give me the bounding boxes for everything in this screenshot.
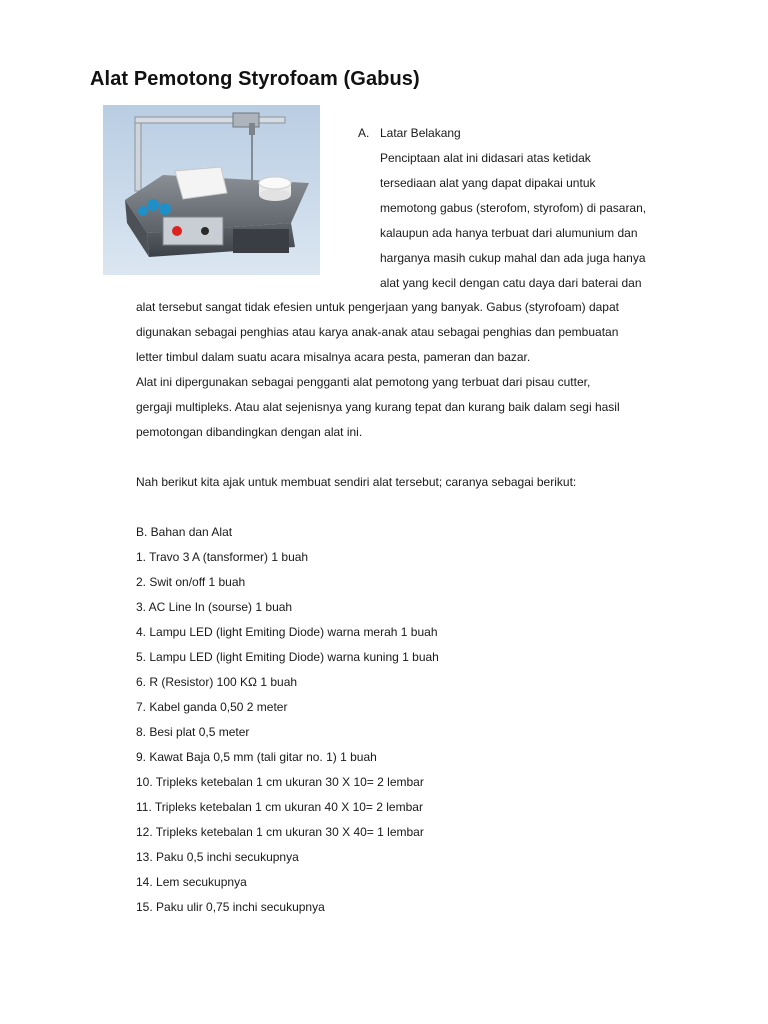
list-item: 10. Tripleks ketebalan 1 cm ukuran 30 X 10= 2 lembar: [136, 775, 424, 789]
paragraph-line: letter timbul dalam suatu acara misalnya acara pesta, pameran dan bazar.: [136, 350, 531, 364]
paragraph-line: kalaupun ada hanya terbuat dari alumunium dan: [380, 226, 638, 240]
paragraph-line: harganya masih cukup mahal dan ada juga hanya: [380, 251, 646, 265]
list-item: 3. AC Line In (sourse) 1 buah: [136, 600, 293, 614]
intro-line: Nah berikut kita ajak untuk membuat sendiri alat tersebut; caranya sebagai berikut:: [136, 475, 577, 489]
list-item: 6. R (Resistor) 100 KΩ 1 buah: [136, 675, 298, 689]
paragraph-line: memotong gabus (sterofom, styrofom) di pasaran,: [380, 201, 647, 215]
list-item: 13. Paku 0,5 inchi secukupnya: [136, 850, 299, 864]
paragraph-line: pemotongan dibandingkan dengan alat ini.: [136, 425, 363, 439]
paragraph-line: Penciptaan alat ini didasari atas ketidak: [380, 151, 591, 165]
paragraph-line: Alat ini dipergunakan sebagai pengganti alat pemotong yang terbuat dari pisau cutter,: [136, 375, 591, 389]
list-item: 14. Lem secukupnya: [136, 875, 247, 889]
section-a-heading: Latar Belakang: [380, 126, 461, 140]
styrofoam-cutter-photo: [103, 105, 320, 275]
list-item: 1. Travo 3 A (tansformer) 1 buah: [136, 550, 309, 564]
list-item: 12. Tripleks ketebalan 1 cm ukuran 30 X 40= 1 lembar: [136, 825, 424, 839]
document-title: Alat Pemotong Styrofoam (Gabus): [90, 68, 420, 90]
list-item: 15. Paku ulir 0,75 inchi secukupnya: [136, 900, 325, 914]
section-b-heading: B. Bahan dan Alat: [136, 525, 233, 539]
section-a-marker: A.: [358, 126, 370, 140]
list-item: 11. Tripleks ketebalan 1 cm ukuran 40 X 10= 2 lembar: [136, 800, 423, 814]
list-item: 9. Kawat Baja 0,5 mm (tali gitar no. 1) 1 buah: [136, 750, 377, 764]
paragraph-line: gergaji multipleks. Atau alat sejenisnya yang kurang tepat dan kurang baik dalam segi hasil: [136, 400, 620, 414]
list-item: 5. Lampu LED (light Emiting Diode) warna kuning 1 buah: [136, 650, 439, 664]
blank-line: [136, 445, 620, 470]
paragraph-line: alat yang kecil dengan catu daya dari baterai dan: [380, 276, 642, 290]
list-item: 7. Kabel ganda 0,50 2 meter: [136, 700, 288, 714]
list-item: 4. Lampu LED (light Emiting Diode) warna merah 1 buah: [136, 625, 438, 639]
list-item: 8. Besi plat 0,5 meter: [136, 725, 250, 739]
blank-line: [136, 495, 620, 520]
paragraph-line: tersediaan alat yang dapat dipakai untuk: [380, 176, 596, 190]
paragraph-line: alat tersebut sangat tidak efesien untuk pengerjaan yang banyak. Gabus (styrofoam) dapat: [136, 300, 619, 314]
paragraph-line: digunakan sebagai penghias atau karya anak-anak atau sebagai penghias dan pembuatan: [136, 325, 619, 339]
document-body: [136, 295, 620, 920]
list-item: 2. Swit on/off 1 buah: [136, 575, 246, 589]
section-a-wrapped-paragraph: [380, 146, 646, 296]
